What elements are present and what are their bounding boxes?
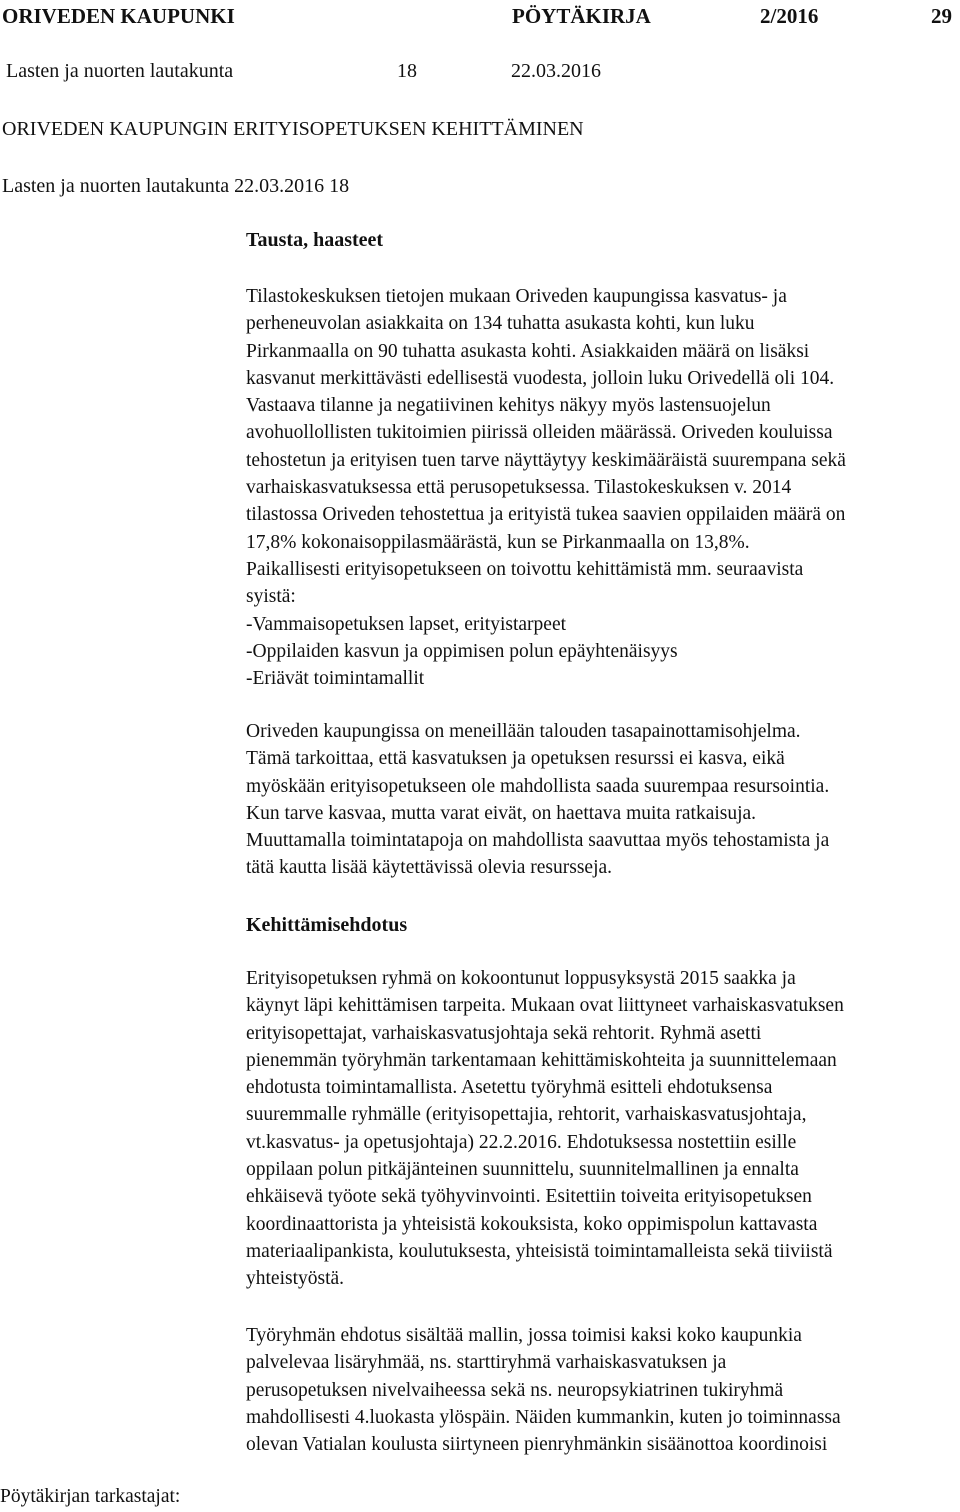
text-line: suuremmalle ryhmälle (erityisopettajia, rehtorit, varhaiskasvatusjohtaja, <box>246 1104 807 1126</box>
proposal-paragraph <box>246 965 956 1293</box>
section-heading-background: Tausta, haasteet <box>246 229 384 251</box>
text-line: Pirkanmaalla on 90 tuhatta asukasta kohti. Asiakkaiden määrä on lisäksi <box>246 340 810 362</box>
text-line: Työryhmän ehdotus sisältää mallin, jossa toimisi kaksi koko kaupunkia <box>246 1325 802 1346</box>
text-line: Oriveden kaupungissa on meneillään talouden tasapainottamisohjelma. <box>246 721 801 742</box>
background-paragraph <box>246 283 956 692</box>
text-line: palvelevaa lisäryhmää, ns. starttiryhmä varhaiskasvatuksen ja <box>246 1352 727 1374</box>
text-line: Vastaava tilanne ja negatiivinen kehitys näkyy myös lastensuojelun <box>246 395 771 417</box>
text-line: tätä kautta lisää käytettävissä olevia resursseja. <box>246 857 613 879</box>
text-line: tehostetun ja erityisen tuen tarve näyttäytyy keskimääräistä suurempana sekä <box>246 449 846 471</box>
page-title: ORIVEDEN KAUPUNGIN ERITYISOPETUKSEN KEHITTÄMINEN <box>2 118 584 140</box>
text-line: erityisopettajat, varhaiskasvatusjohtaja sekä rehtorit. Ryhmä asetti <box>246 1022 762 1044</box>
meeting-date: 22.03.2016 <box>511 60 601 82</box>
text-line: tilastossa Oriveden tehostettua ja erityistä tukea saavien oppilaiden määrä on <box>246 504 846 526</box>
text-line: koordinaattorista ja yhteisistä kokouksista, koko oppimispolun kattavasta <box>246 1213 818 1235</box>
footer-reviewers-label: Pöytäkirjan tarkastajat: <box>0 1486 181 1507</box>
text-line: Kun tarve kasvaa, mutta varat eivät, on haettava muita ratkaisuja. <box>246 802 757 824</box>
committee-name: Lasten ja nuorten lautakunta <box>6 60 234 82</box>
budget-paragraph <box>246 718 956 882</box>
text-line: Muuttamalla toimintatapoja on mahdollista saavuttaa myös tehostamista ja <box>246 830 830 852</box>
list-item: -Eriävät toimintamallit <box>246 668 425 690</box>
text-line: oppilaan polun pitkäjänteinen suunnittelu, suunnitelmallinen ja ennalta <box>246 1159 799 1181</box>
org-name: ORIVEDEN KAUPUNKI <box>2 4 235 28</box>
text-line: Tämä tarkoittaa, että kasvatuksen ja opetuksen resurssi ei kasva, eikä <box>246 748 785 770</box>
text-line: olevan Vatialan koulusta siirtyneen pienryhmänkin sisäänottoa koordinoisi <box>246 1434 828 1456</box>
section-heading-proposal: Kehittämisehdotus <box>246 914 408 936</box>
text-line: käynyt läpi kehittämisen tarpeita. Mukaan ovat liittyneet varhaiskasvatuksen <box>246 995 844 1017</box>
text-line: mahdollisesti 4.luokasta ylöspäin. Näiden kummankin, kuten jo toiminnassa <box>246 1406 841 1428</box>
doc-number: 2/2016 <box>760 4 819 28</box>
model-paragraph <box>246 1322 956 1458</box>
page-number: 29 <box>931 4 952 28</box>
text-line: avohuollollisten tukitoimien piirissä olleiden määrässä. Oriveden kouluissa <box>246 422 833 444</box>
text-line: myöskään erityisopetukseen ole mahdollista saada suurempaa resursointia. <box>246 775 830 797</box>
text-line: perusopetuksen nivelvaiheessa sekä ns. neuropsykiatrinen tukiryhmä <box>246 1379 784 1401</box>
text-line: Erityisopetuksen ryhmä on kokoontunut loppusyksystä 2015 saakka ja <box>246 968 796 989</box>
text-line: ehkäisevä työote sekä työhyvinvointi. Esitettiin toiveita erityisopetuksen <box>246 1186 812 1208</box>
text-line: Tilastokeskuksen tietojen mukaan Oriveden kaupungissa kasvatus- ja <box>246 286 787 307</box>
text-line: perheneuvolan asiakkaita on 134 tuhatta asukasta kohti, kun luku <box>246 313 755 335</box>
text-line: Paikallisesti erityisopetukseen on toivottu kehittämistä mm. seuraavista <box>246 558 804 580</box>
doc-type: PÖYTÄKIRJA <box>512 4 651 28</box>
list-item: -Oppilaiden kasvun ja oppimisen polun epäyhtenäisyys <box>246 640 678 662</box>
item-reference: Lasten ja nuorten lautakunta 22.03.2016 18 <box>2 175 350 197</box>
text-line: kasvanut merkittävästi edellisestä vuodesta, jolloin luku Orivedellä oli 104. <box>246 367 835 389</box>
text-line: materiaalipankista, koulutuksesta, yhteisistä toimintamalleista sekä tiiviistä <box>246 1240 833 1262</box>
text-line: ehdotusta toimintamallista. Asetettu työryhmä esitteli ehdotuksensa <box>246 1077 773 1099</box>
text-line: varhaiskasvatuksessa että perusopetuksessa. Tilastokeskuksen v. 2014 <box>246 477 792 499</box>
list-item: -Vammaisopetuksen lapset, erityistarpeet <box>246 613 567 635</box>
section-number: 18 <box>397 60 417 82</box>
text-line: pienemmän työryhmän tarkentamaan kehittämiskohteita ja suunnittelemaan <box>246 1049 837 1071</box>
text-line: vt.kasvatus- ja opetusjohtaja) 22.2.2016. Ehdotuksessa nostettiin esille <box>246 1131 797 1153</box>
text-line: syistä: <box>246 586 296 608</box>
text-line: 17,8% kokonaisoppilasmäärästä, kun se Pirkanmaalla on 13,8%. <box>246 531 750 553</box>
text-line: yhteistyöstä. <box>246 1268 345 1290</box>
